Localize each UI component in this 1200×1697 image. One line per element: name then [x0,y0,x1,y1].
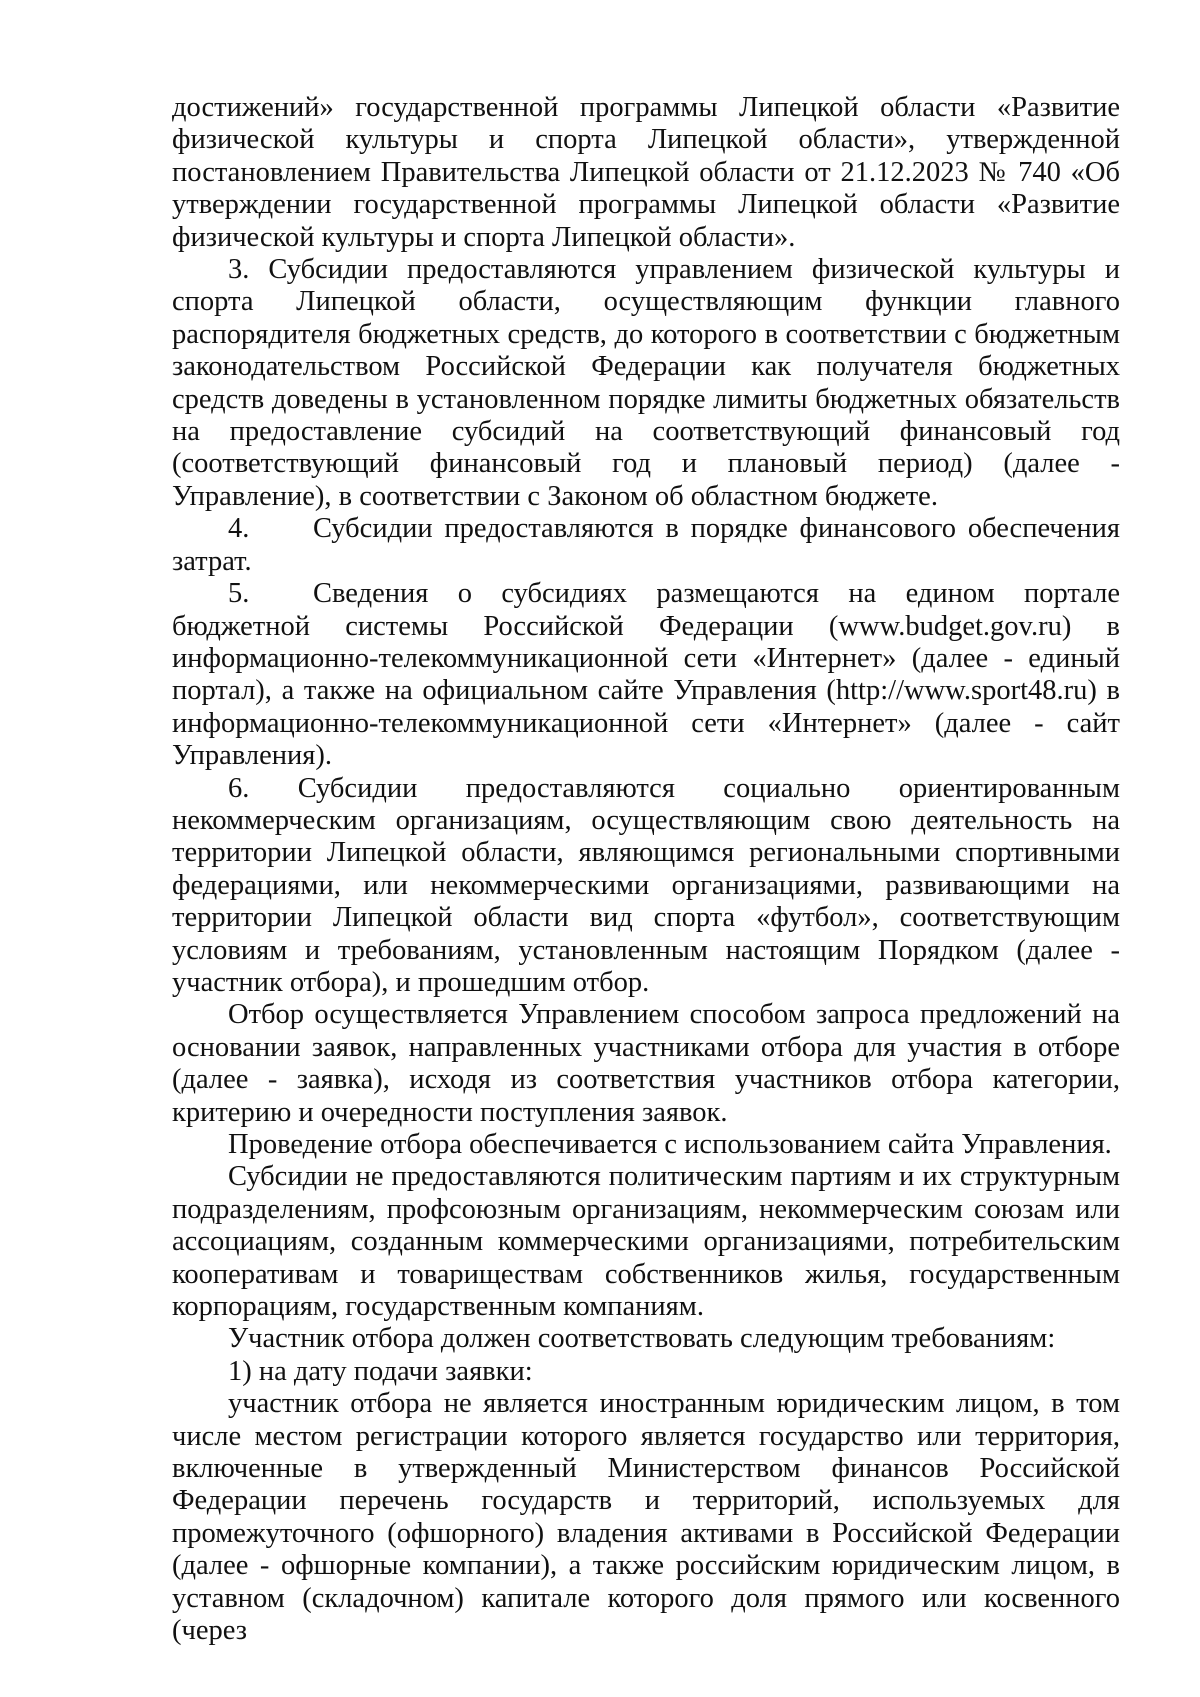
item-text-5: Сведения о субсидиях размещаются на едином портале бюджетной системы Российской Федерации (www.budget.gov.ru) в информационно-телекоммуникационной сети «Интернет» (далее - единый портал), а также на официальном сайте Управления (http://www.sport48.ru) в информационно-телекоммуникационной сети «Интернет» (далее - сайт Управления). [172,578,1120,772]
paragraph-6: 6. Субсидии предоставляются социально ориентированным некоммерческим организациям, осуществляющим свою деятельность на территории Липецкой области, являющимся региональными спортивными федерациями, или некоммерческими организациями, развивающими на территории Липецкой области вид спорта «футбол», соответствующим условиям и требованиям, установленным настоящим Порядком (далее - участник отбора), и прошедшим отбор. [172,772,1120,998]
paragraph-site: Проведение отбора обеспечивается с использованием сайта Управления. [228,1129,1112,1160]
item-text-4: Субсидии предоставляются в порядке финансового обеспечения затрат. [172,513,1120,577]
paragraph-5 [172,578,1120,772]
paragraph-requirement-1: 1) на дату подачи заявки: [228,1355,533,1387]
paragraph-requirements: Участник отбора должен соответствовать следующим требованиям: [228,1323,1056,1355]
document-page [172,92,1120,1648]
item-number-4: 4. [228,513,250,545]
paragraph-offshore: участник отбора не является иностранным юридическим лицом, в том числе местом регистрации которого является государство или территория, включенные в утвержденный Министерством финансов Российской Федерации перечень государств и территорий, используемых для промежуточного (офшорного) владения активами в Российской Федерации (далее - офшорные компании), а также российским юридическим лицом, в уставном (складочном) капитале которого доля прямого или косвенного (через [172,1388,1120,1647]
paragraph-3: 3. Субсидии предоставляются управлением физической культуры и спорта Липецкой области, осуществляющим функции главного распорядителя бюджетных средств, до которого в соответствии с бюджетным законодательством Российской Федерации как получателя бюджетных средств доведены в установленном порядке лимиты бюджетных обязательств на предоставление субсидий на соответствующий финансовый год (соответствующий финансовый год и плановый период) (далее - Управление), в соответствии с Законом об областном бюджете. [172,254,1120,512]
paragraph-selection: Отбор осуществляется Управлением способом запроса предложений на основании заявок, направленных участниками отбора для участия в отборе (далее - заявка), исходя из соответствия участников отбора категории, критерию и очередности поступления заявок. [172,999,1120,1128]
paragraph-intro: достижений» государственной программы Липецкой области «Развитие физической культуры и спорта Липецкой области», утвержденной постановлением Правительства Липецкой области от 21.12.2023 № 740 «Об утверждении государственной программы Липецкой области «Развитие физической культуры и спорта Липецкой области». [172,92,1120,253]
paragraph-4 [172,513,1120,578]
paragraph-exclusions: Субсидии не предоставляются политическим партиям и их структурным подразделениям, профсоюзным организациям, некоммерческим союзам или ассоциациям, созданным коммерческими организациями, потребительским кооперативам и товариществам собственников жилья, государственным корпорациям, государственным компаниям. [172,1161,1120,1323]
item-number-5: 5. [228,578,250,610]
